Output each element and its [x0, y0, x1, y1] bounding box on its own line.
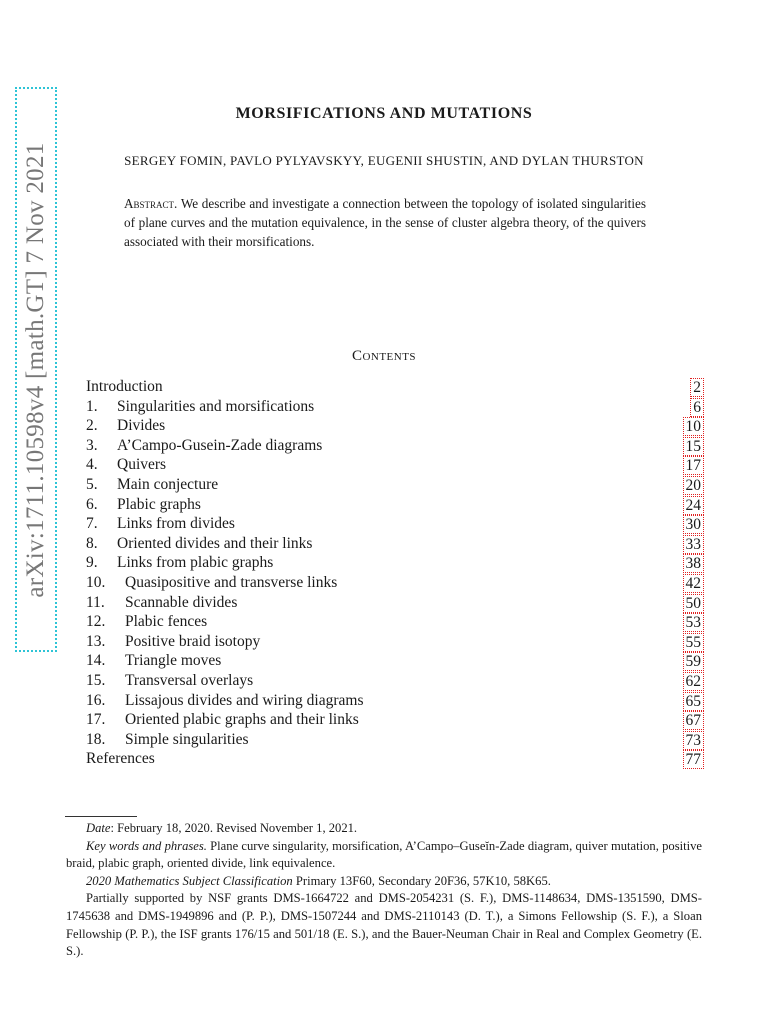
toc-section-title: Plabic graphs: [117, 495, 201, 513]
toc-section-number: 5.: [86, 475, 98, 493]
abstract: [124, 194, 646, 251]
toc-section-number: 18.: [86, 730, 106, 748]
toc-page-link[interactable]: 33: [683, 535, 705, 554]
toc-entry[interactable]: [86, 691, 704, 711]
toc-section-title: Positive braid isotopy: [125, 632, 261, 650]
toc-page-link[interactable]: 2: [690, 378, 704, 397]
toc-section-title: Singularities and morsifications: [117, 397, 315, 415]
toc-page-link[interactable]: 10: [683, 417, 705, 436]
keywords-label: Key words and phrases.: [86, 838, 207, 853]
toc-entry[interactable]: [86, 573, 704, 593]
toc-section-number: 12.: [86, 613, 106, 631]
toc-page-link[interactable]: 50: [683, 594, 705, 613]
toc-section-title: A’Campo-Gusein-Zade diagrams: [117, 436, 323, 454]
footnote-rule: [65, 816, 137, 817]
toc-section-title: Oriented divides and their links: [117, 534, 313, 552]
toc-page-link[interactable]: 55: [683, 633, 705, 652]
toc-page-link[interactable]: 30: [683, 515, 705, 534]
toc-section-title: Lissajous divides and wiring diagrams: [125, 691, 364, 709]
toc-section-title: Quasipositive and transverse links: [125, 573, 338, 591]
toc-section-title: Divides: [117, 417, 166, 435]
footnotes: [66, 820, 702, 961]
toc-entry[interactable]: [86, 436, 704, 456]
toc-page-link[interactable]: 67: [683, 711, 705, 730]
paper-title: MORSIFICATIONS AND MUTATIONS: [235, 105, 533, 122]
toc-section-title: Triangle moves: [125, 652, 222, 670]
toc-page-link[interactable]: 59: [683, 652, 705, 671]
toc-section-title: Main conjecture: [117, 475, 219, 493]
arxiv-identifier: arXiv:1711.10598v4 [math.GT] 7 Nov 2021: [22, 141, 49, 598]
toc-section-title: Scannable divides: [125, 593, 238, 611]
toc-section-number: 8.: [86, 534, 98, 552]
toc-entry[interactable]: [86, 710, 704, 730]
toc-section-number: 15.: [86, 671, 106, 689]
support-footnote: Partially supported by NSF grants DMS-1664722 and DMS-2054231 (S. F.), DMS-1148634, DMS-1351590, DMS-1745638 and DMS-1949896 and (P. P.), DMS-1507244 and DMS-2110143 (D. T.), a Simons Fellowship (S. F.), a Sloan Fellowship (P. P.), the ISF grants 176/15 and 501/18 (E. S.), and the Bauer-Neuman Chair in Real and Complex Geometry (E. S.).: [66, 891, 702, 959]
contents-heading: Contents: [351, 348, 417, 364]
toc-section-number: 9.: [86, 554, 98, 572]
table-of-contents: [86, 377, 704, 769]
date-footnote: [66, 820, 702, 838]
toc-section-title: Introduction: [86, 378, 163, 395]
toc-section-number: 2.: [86, 417, 98, 435]
toc-section-title: Plabic fences: [125, 613, 208, 631]
msc-footnote: [66, 873, 702, 891]
toc-entry[interactable]: [86, 397, 704, 417]
toc-entry[interactable]: [86, 475, 704, 495]
toc-section-number: 10.: [86, 573, 106, 591]
toc-section-title: References: [86, 750, 155, 768]
toc-entry[interactable]: [86, 749, 704, 769]
toc-section-number: 3.: [86, 436, 98, 454]
toc-entry[interactable]: [86, 651, 704, 671]
toc-section-number: 7.: [86, 515, 98, 533]
toc-entry[interactable]: [86, 553, 704, 573]
toc-page-link[interactable]: 65: [683, 692, 705, 711]
toc-entry[interactable]: [86, 730, 704, 750]
toc-page-link[interactable]: 24: [683, 496, 705, 515]
msc-label: 2020 Mathematics Subject Classification: [86, 873, 293, 888]
toc-page-link[interactable]: 42: [683, 574, 705, 593]
author-list: SERGEY FOMIN, PAVLO PYLYAVSKYY, EUGENII SHUSTIN, AND DYLAN THURSTON: [124, 153, 644, 168]
keywords-footnote: [66, 838, 702, 873]
toc-entry[interactable]: [86, 612, 704, 632]
toc-page-link[interactable]: 20: [683, 476, 705, 495]
date-label: Date: [86, 821, 111, 835]
keywords-text: Plane curve singularity, morsification, A’Campo–Guseĭn-Zade diagram, quiver mutation, positive braid, plabic graph, oriented divide, link equivalence.: [66, 838, 703, 871]
toc-entry[interactable]: [86, 455, 704, 475]
toc-section-title: Links from plabic graphs: [117, 554, 274, 572]
toc-section-number: 14.: [86, 652, 106, 670]
toc-entry[interactable]: [86, 534, 704, 554]
toc-entry[interactable]: [86, 416, 704, 436]
toc-page-link[interactable]: 38: [683, 554, 705, 573]
toc-page-link[interactable]: 77: [683, 750, 705, 769]
toc-entry[interactable]: [86, 671, 704, 691]
toc-entry[interactable]: [86, 514, 704, 534]
toc-entry[interactable]: [86, 377, 704, 397]
toc-page-link[interactable]: 15: [683, 437, 705, 456]
toc-entry[interactable]: [86, 495, 704, 515]
toc-section-title: Links from divides: [117, 515, 235, 533]
toc-entry[interactable]: [86, 593, 704, 613]
abstract-text: We describe and investigate a connection between the topology of isolated singularities of plane curves and the mutation equivalence, in the sense of cluster algebra theory, of the quivers associated with their morsifications.: [124, 196, 646, 249]
toc-section-number: 16.: [86, 691, 106, 709]
toc-section-title: Transversal overlays: [125, 671, 254, 689]
toc-section-number: 17.: [86, 711, 106, 729]
msc-text: Primary 13F60, Secondary 20F36, 57K10, 58K65.: [292, 873, 551, 888]
toc-section-number: 11.: [86, 593, 105, 611]
toc-section-title: Simple singularities: [125, 730, 249, 748]
toc-section-number: 13.: [86, 632, 106, 650]
toc-section-number: 1.: [86, 397, 98, 415]
toc-page-link[interactable]: 6: [690, 398, 704, 417]
toc-section-number: 4.: [86, 456, 98, 474]
toc-page-link[interactable]: 17: [683, 456, 705, 475]
arxiv-identifier-stamp[interactable]: [15, 87, 57, 652]
toc-section-title: Quivers: [117, 456, 167, 474]
toc-page-link[interactable]: 73: [683, 731, 705, 750]
toc-section-number: 6.: [86, 495, 98, 513]
toc-entry[interactable]: [86, 632, 704, 652]
toc-page-link[interactable]: 62: [683, 672, 705, 691]
toc-page-link[interactable]: 53: [683, 613, 705, 632]
toc-section-title: Oriented plabic graphs and their links: [125, 711, 359, 729]
abstract-label: Abstract.: [124, 196, 178, 211]
date-text: : February 18, 2020. Revised November 1, 2021.: [110, 821, 358, 835]
